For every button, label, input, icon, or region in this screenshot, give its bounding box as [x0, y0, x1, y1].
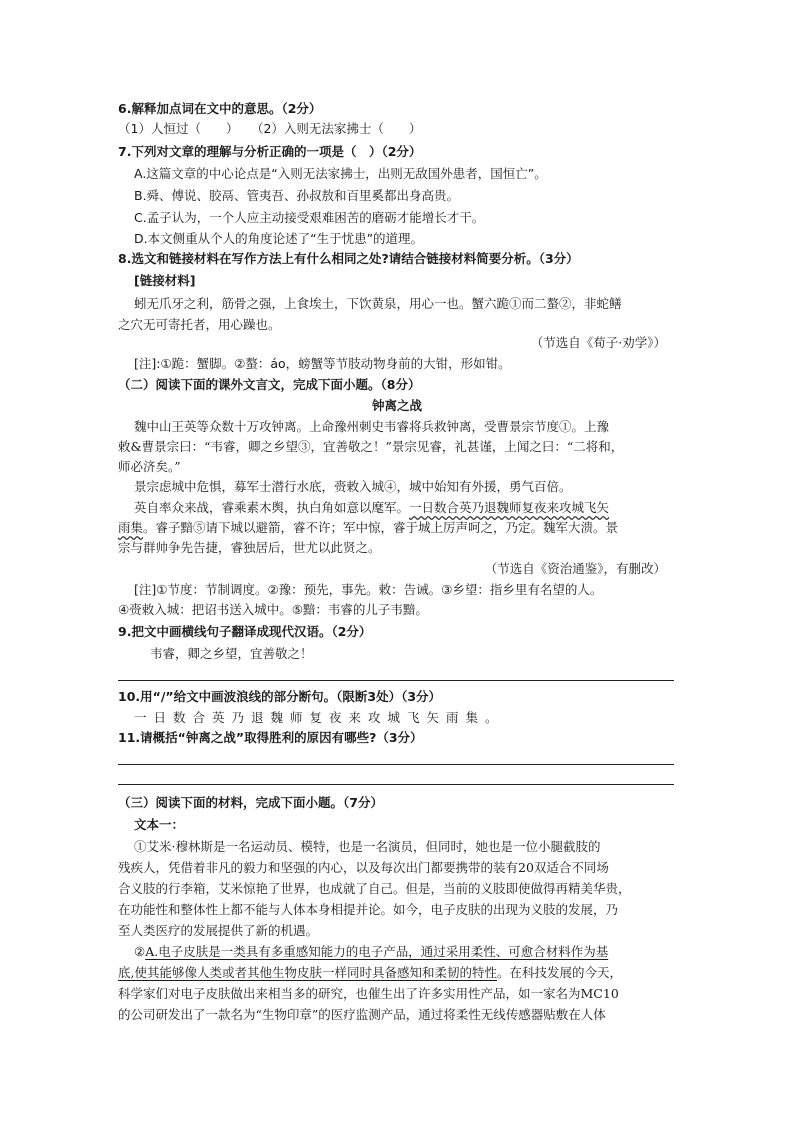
section3-p2-text: ② [134, 944, 146, 959]
q8-title: 8.选文和链接材料在写作方法上有什么相同之处?请结合链接材料简要分析。（3分） [118, 251, 579, 266]
section3-p1-line: ①艾米·穆林斯是一名运动员、模特，也是一名演员，但同时，她也是一位小腿截肢的 [134, 839, 601, 854]
q8-note: [注]:①跪：蟹脚。②螯：áo，螃蟹等节肢动物身前的大钳，形如钳。 [134, 356, 511, 371]
q8-material-heading: [链接材料] [134, 273, 196, 288]
section2-note: [注]①节度：节制调度。②豫：预先，事先。敕：告诫。③乡望：指乡里有名望的人。 [134, 582, 603, 597]
section3-p2-line2 [118, 964, 622, 982]
q9-title: 9.把文中画横线句子翻译成现代汉语。（2分） [118, 624, 372, 639]
section3-text1-label: 文本一： [134, 817, 185, 832]
section3-p1-line: 在功能性和整体性上都不能与人体本身相提并论。如今，电子皮肤的出现为义肢的发展，乃 [118, 902, 619, 917]
section2-p2: 景宗虑城中危惧，募军士潜行水底，赍敕入城④，城中始知有外援，勇气百倍。 [134, 479, 572, 494]
section3-p2-line: 的公司研发出了一款名为“生物印章”的医疗监测产品，通过将柔性无线传感器贴敷在人体 [118, 1007, 606, 1022]
wavy-underlined-text: 一日数合英乃退魏师复夜来攻城飞矢 [409, 500, 610, 515]
wavy-underlined-text: 雨集 [118, 520, 144, 535]
answer-line [118, 680, 674, 681]
section3-p2-line1 [134, 943, 608, 961]
section2-p1-line: 师必济矣。” [118, 459, 181, 474]
section3-p1-line: 残疾人，凭借着非凡的毅力和坚强的内心，以及每次出门都要携带的装有20双适合不同场 [118, 860, 609, 875]
q10-text: 一日数合英乃退魏师复夜来攻城飞矢雨集。 [134, 710, 505, 725]
section2-p1-line: 魏中山王英等众数十万攻钟离。上命豫州刺史韦睿将兵救钟离，受曹景宗节度①。上豫 [134, 419, 610, 434]
section2-title: 钟离之战 [371, 398, 422, 413]
section2-p3-text: 英自率众来战，睿乘素木舆，执白角如意以麾军。 [134, 500, 410, 515]
section3-p2-line: 科学家们对电子皮肤做出来相当多的研究，也催生出了许多实用性产品，如一家名为MC10 [118, 986, 619, 1001]
section2-source: （节选自《资治通鉴》，有删改） [484, 561, 666, 576]
section3-heading: （三）阅读下面的材料，完成下面小题。（7分） [118, 795, 383, 810]
section2-heading: （二）阅读下面的课外文言文，完成下面小题。（8分） [118, 377, 421, 392]
q8-source: （节选自《荀子·劝学》） [530, 335, 666, 350]
underlined-text: A.电子皮肤是一类具有多重感知能力的电子产品，通过采用柔性、可愈合材料作为基 [145, 944, 609, 959]
section2-p3-line1 [134, 499, 609, 517]
section3-p1-line: 至人类医疗的发展提供了新的机遇。 [118, 923, 319, 938]
q6-title: 6.解释加点词在文中的意思。（2分） [118, 101, 322, 116]
q7-option-a: A.这篇文章的中心论点是“入则无法家拂士，出则无敌国外患者，国恒亡”。 [134, 166, 547, 181]
section3-p2-text: 。在科技发展的今天， [496, 965, 622, 980]
q8-material-line: 之穴无可寄托者，用心躁也。 [118, 317, 281, 332]
section2-p1-line: 敕&曹景宗曰：“韦睿，卿之乡望③，宜善敬之！”景宗见睿，礼甚谨，上闻之曰：“二将和， [118, 439, 624, 454]
q7-option-d: D.本文侧重从个人的角度论述了“生于忧患”的道理。 [134, 231, 424, 246]
q10-title: 10.用“/”给文中画波浪线的部分断句。（限断3处）（3分） [118, 689, 442, 704]
section2-note: ④赍敕入城：把诏书送入城中。⑤黯：韦睿的儿子韦黯。 [118, 602, 428, 617]
q6-items: （1）人恒过（ ） （2）入则无法家拂士（ ） [118, 121, 422, 136]
q11-title: 11.请概括“钟离之战”取得胜利的原因有哪些?（3分） [118, 730, 423, 745]
answer-line [118, 784, 674, 785]
underlined-text: 底,使其能够像人类或者其他生物皮肤一样同时具备感知和柔韧的特性 [118, 965, 497, 980]
q9-sentence: 韦睿，卿之乡望，宜善敬之！ [150, 646, 313, 661]
section3-p1-line: 合义肢的行李箱，艾米惊艳了世界，也成就了自己。但是，当前的义肢即使做得再精美华贵， [118, 881, 631, 896]
q7-option-b: B.舜、傅说、胶鬲、管夷吾、孙叔敖和百里奚都出身高贵。 [134, 188, 460, 203]
q7-title: 7.下列对文章的理解与分析正确的一项是（ ）（2分） [118, 144, 422, 159]
section2-p3-line3: 宗与群帅争先告捷，睿独居后，世尤以此贤之。 [118, 540, 381, 555]
q8-material-line: 蚓无爪牙之利，筋骨之强，上食埃土，下饮黄泉，用心一也。蟹六跪①而二螯②，非蛇鳝 [134, 296, 622, 311]
section2-p3-line2 [118, 519, 618, 537]
answer-line [118, 764, 674, 765]
q7-option-c: C.孟子认为，一个人应主动接受艰难困苦的磨砺才能增长才干。 [134, 210, 485, 225]
section2-p3-text: 。睿子黯⑤请下城以避箭，睿不许；军中惊，睿于城上厉声呵之，乃定。魏军大溃。景 [143, 520, 619, 535]
